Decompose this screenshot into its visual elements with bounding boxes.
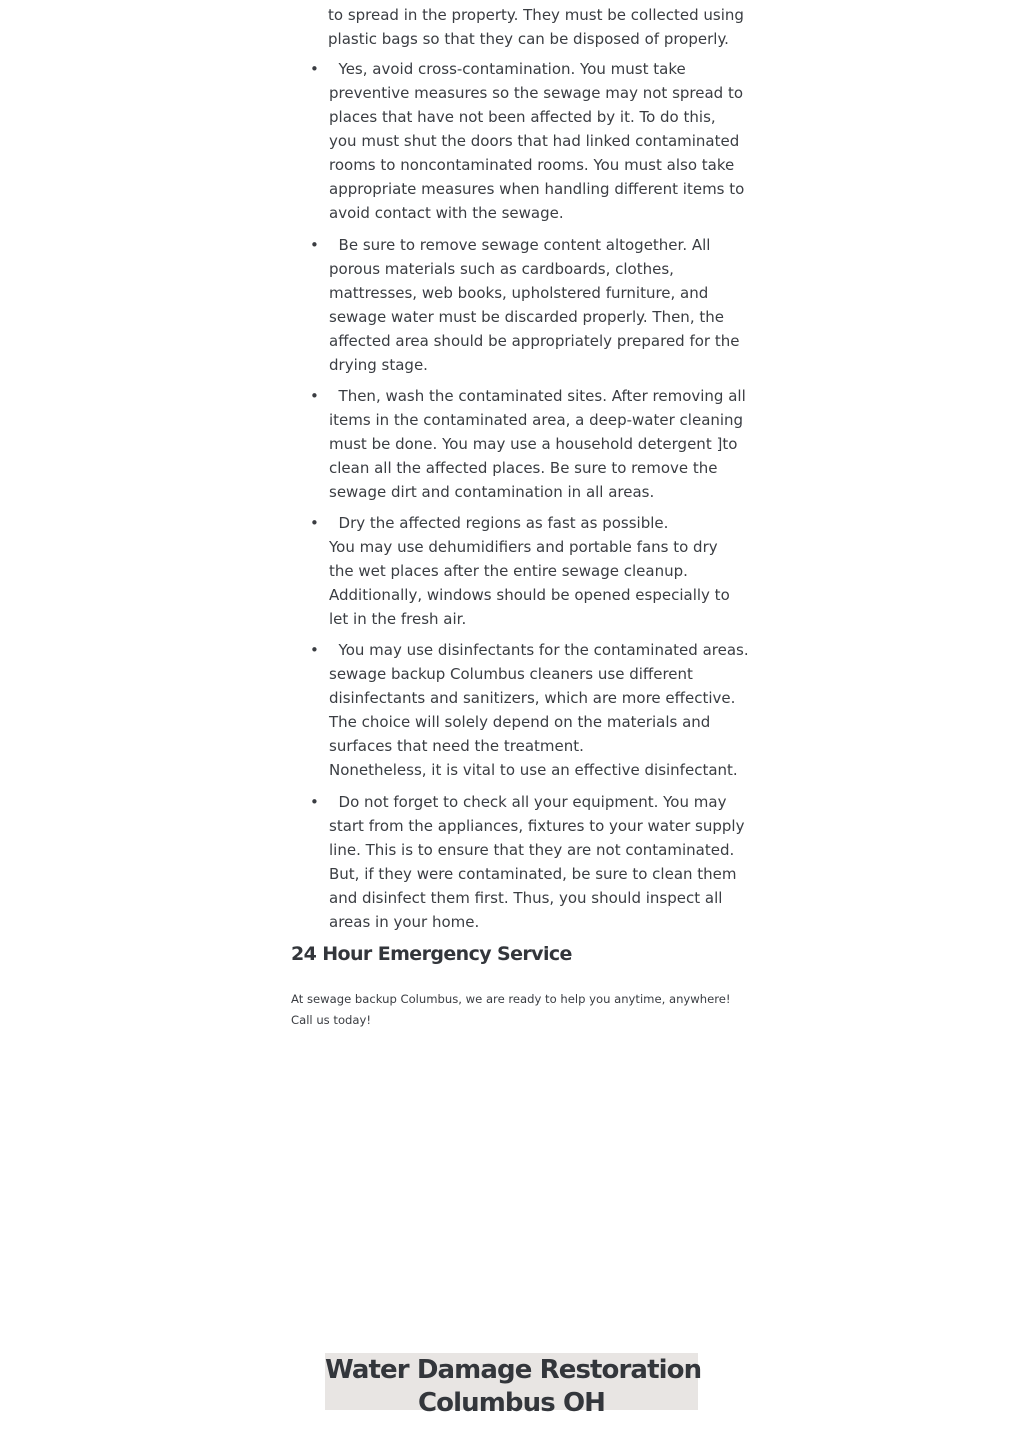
list-item: [329, 57, 749, 225]
text-line: mattresses, web books, upholstered furniture, and: [329, 284, 709, 302]
section-paragraph: [291, 989, 751, 1031]
text-line: disinfectants and sanitizers, which are more effective.: [329, 689, 736, 707]
text-line: drying stage.: [329, 356, 428, 374]
text-line: porous materials such as cardboards, clothes,: [329, 260, 674, 278]
text-line: avoid contact with the sewage.: [329, 204, 564, 222]
text-line: preventive measures so the sewage may not spread to: [329, 84, 744, 102]
text-line: places that have not been affected by it. To do this,: [329, 108, 716, 126]
bullet-icon: •: [310, 236, 319, 254]
footer-title: [325, 1354, 702, 1420]
text-line: You may use dehumidifiers and portable fans to dry: [329, 538, 718, 556]
text-line: Nonetheless, it is vital to use an effective disinfectant.: [329, 761, 738, 779]
text-line: affected area should be appropriately prepared for the: [329, 332, 740, 350]
text-line: clean all the affected places. Be sure to remove the: [329, 459, 718, 477]
text-line: Yes, avoid cross-contamination. You must take: [329, 60, 686, 78]
list-item: [329, 233, 749, 377]
text-line: items in the contaminated area, a deep-water cleaning: [329, 411, 744, 429]
bullet-icon: •: [310, 60, 319, 78]
bullet-icon: •: [310, 641, 319, 659]
text-line: line. This is to ensure that they are not contaminated.: [329, 841, 735, 859]
text-line: At sewage backup Columbus, we are ready to help you anytime, anywhere!: [291, 992, 731, 1006]
text-line: must be done. You may use a household detergent ]to: [329, 435, 738, 453]
text-line: Dry the affected regions as fast as possible.: [329, 514, 669, 532]
text-line: the wet places after the entire sewage cleanup.: [329, 562, 688, 580]
section-heading: 24 Hour Emergency Service: [291, 943, 572, 965]
text-line: to spread in the property. They must be collected using: [328, 6, 744, 24]
text-line: Then, wash the contaminated sites. After removing all: [329, 387, 746, 405]
text-line: appropriate measures when handling different items to: [329, 180, 745, 198]
bullet-icon: •: [310, 514, 319, 532]
list-item: [329, 790, 749, 934]
text-line: start from the appliances, fixtures to your water supply: [329, 817, 745, 835]
text-line: surfaces that need the treatment.: [329, 737, 584, 755]
text-line: and disinfect them first. Thus, you should inspect all: [329, 889, 723, 907]
text-line: Do not forget to check all your equipment. You may: [329, 793, 727, 811]
footer-title-line: Columbus OH: [417, 1388, 606, 1418]
list-item: [329, 638, 749, 782]
list-item: [329, 511, 749, 631]
text-line: Be sure to remove sewage content altogether. All: [329, 236, 711, 254]
footer-title-line: Water Damage Restoration: [325, 1355, 702, 1385]
text-line: sewage backup Columbus cleaners use different: [329, 665, 693, 683]
text-line: Call us today!: [291, 1013, 372, 1027]
text-line: sewage water must be discarded properly. Then, the: [329, 308, 724, 326]
text-line: The choice will solely depend on the materials and: [329, 713, 711, 731]
bullet-icon: •: [310, 793, 319, 811]
bullet-icon: •: [310, 387, 319, 405]
text-line: But, if they were contaminated, be sure to clean them: [329, 865, 737, 883]
text-line: sewage dirt and contamination in all areas.: [329, 483, 655, 501]
text-line: areas in your home.: [329, 913, 480, 931]
text-line: you must shut the doors that had linked contaminated: [329, 132, 740, 150]
text-line: rooms to noncontaminated rooms. You must also take: [329, 156, 735, 174]
intro-text: [328, 3, 748, 51]
text-line: Additionally, windows should be opened especially to: [329, 586, 730, 604]
list-item: [329, 384, 749, 504]
text-line: let in the fresh air.: [329, 610, 467, 628]
text-line: You may use disinfectants for the contaminated areas.: [329, 641, 749, 659]
text-line: plastic bags so that they can be disposed of properly.: [328, 30, 729, 48]
